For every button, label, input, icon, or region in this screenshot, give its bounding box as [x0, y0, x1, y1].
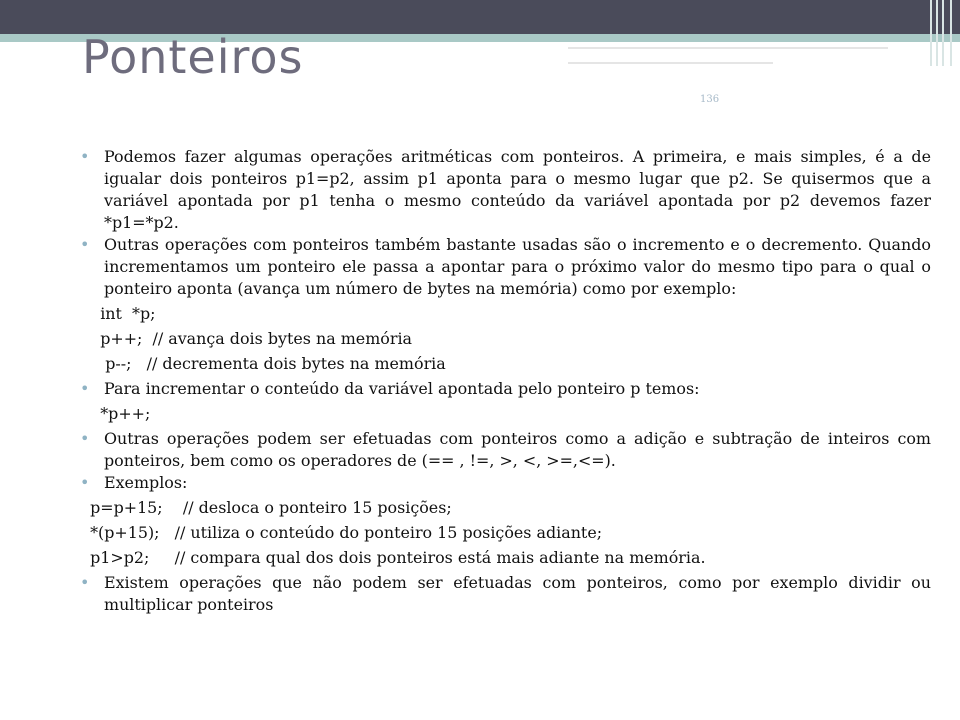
bullet-paragraph: • Outras operações com ponteiros também bastante usadas são o incremento e o decremento. Quando incrementamos um ponteiro ele passa a apontar para o próximo valor do mesmo tipo para o qual o ponteiro aponta (avança um número de bytes na memória) como por exemplo:	[80, 234, 931, 300]
code-line: p=p+15; // desloca o ponteiro 15 posições;	[80, 498, 452, 517]
header-corner-lines	[926, 0, 960, 66]
bullet-paragraph: • Podemos fazer algumas operações aritméticas com ponteiros. A primeira, e mais simples, é a de igualar dois ponteiros p1=p2, assim p1 aponta para o mesmo lugar que p2. Se quisermos que a variável apontada por p1 tenha o mesmo conteúdo da variável apontada por p2 devemos fazer *p1=*p2.	[80, 146, 931, 234]
bullet-paragraph: • Exemplos:	[80, 472, 931, 494]
bullet-paragraph: • Para incrementar o conteúdo da variável apontada pelo ponteiro p temos:	[80, 378, 931, 400]
code-line: p1>p2; // compara qual dos dois ponteiros está mais adiante na memória.	[80, 548, 706, 567]
code-line: p--; // decrementa dois bytes na memória	[80, 354, 446, 373]
header-rule-1	[568, 47, 888, 49]
code-line: int *p;	[80, 304, 156, 323]
bullet-paragraph: • Existem operações que não podem ser efetuadas com ponteiros, como por exemplo dividir ou multiplicar ponteiros	[80, 572, 931, 616]
header-bar	[0, 0, 960, 34]
code-line: *(p+15); // utiliza o conteúdo do ponteiro 15 posições adiante;	[80, 523, 603, 542]
code-line: *p++;	[80, 404, 151, 423]
slide-body	[80, 146, 931, 616]
header-rule-2	[568, 62, 773, 64]
page-number: 136	[700, 94, 720, 105]
code-line: p++; // avança dois bytes na memória	[80, 329, 412, 348]
bullet-paragraph: • Outras operações podem ser efetuadas com ponteiros como a adição e subtração de inteiros com ponteiros, bem como os operadores de (== , !=, >, <, >=,<=).	[80, 428, 931, 472]
slide-title: Ponteiros	[82, 30, 304, 84]
